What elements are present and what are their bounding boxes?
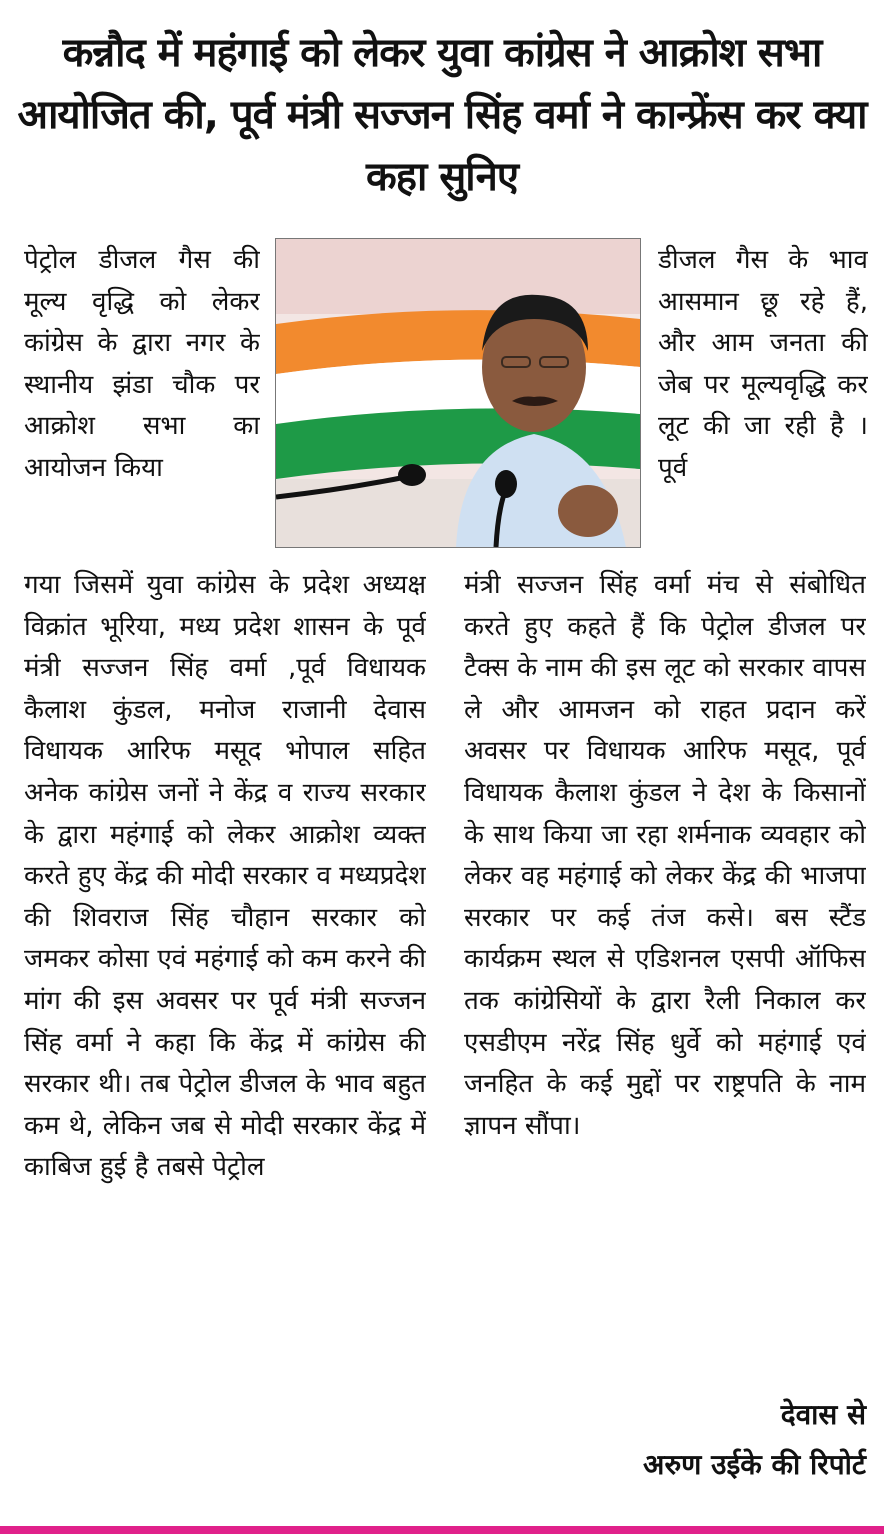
- byline-reporter: अरुण उईके की रिपोर्ट: [643, 1448, 866, 1481]
- headline: कन्नौद में महंगाई को लेकर युवा कांग्रेस ने आक्रोश सभा आयोजित की, पूर्व मंत्री सज्जन सिंह वर्मा ने कान्फ्रेंस कर क्या कहा सुनिए: [17, 30, 867, 200]
- article-intro-left: पेट्रोल डीजल गैस की मूल्य वृद्धि को लेकर कांग्रेस के द्वारा नगर के स्थानीय झंडा चौक पर आक्रोश सभा का आयोजन किया: [24, 245, 260, 483]
- byline: [466, 1390, 866, 1490]
- speaker-photo: [275, 238, 641, 548]
- article-intro-right: डीजल गैस के भाव आसमान छू रहे हैं, और आम जनता की जेब पर मूल्यवृद्धि कर लूट की जा रही है । पूर्व: [658, 245, 868, 483]
- bottom-accent-rule: [0, 1526, 884, 1534]
- speaker-illustration: [276, 239, 640, 547]
- article-column-right: मंत्री सज्जन सिंह वर्मा मंच से संबोधित करते हुए कहते हैं कि पेट्रोल डीजल पर टैक्स के नाम की इस लूट को सरकार वापस ले और आमजन को राहत प्रदान करें अवसर पर विधायक आरिफ मसूद, पूर्व विधायक कैलाश कुंडल ने देश के किसानों के साथ किया जा रहा शर्मनाक व्यवहार को लेकर वह महंगाई को लेकर केंद्र की भाजपा सरकार पर कई तंज कसे। बस स्टैंड कार्यक्रम स्थल से एडिशनल एसपी ऑफिस तक कांग्रेसियों के द्वारा रैली निकाल कर एसडीएम नरेंद्र सिंह धुर्वे को महंगाई एवं जनहित के कई मुद्दों पर राष्ट्रपति के नाम ज्ञापन सौंपा।: [464, 570, 866, 1141]
- article-column-left: गया जिसमें युवा कांग्रेस के प्रदेश अध्यक्ष विक्रांत भूरिया, मध्य प्रदेश शासन के पूर्व मंत्री सज्जन सिंह वर्मा ,पूर्व विधायक कैलाश कुंडल, मनोज राजानी देवास विधायक आरिफ मसूद भोपाल सहित अनेक कांग्रेस जनों ने केंद्र व राज्य सरकार के द्वारा महंगाई को लेकर आक्रोश व्यक्त करते हुए केंद्र की मोदी सरकार व मध्यप्रदेश की शिवराज सिंह चौहान सरकार को जमकर कोसा एवं महंगाई को कम करने की मांग की इस अवसर पर पूर्व मंत्री सज्जन सिंह वर्मा ने कहा कि केंद्र में कांग्रेस की सरकार थी। तब पेट्रोल डीजल के भाव बहुत कम थे, लेकिन जब से मोदी सरकार केंद्र में काबिज हुई है तबसे पेट्रोल: [24, 570, 426, 1183]
- byline-location: देवास से: [780, 1398, 866, 1431]
